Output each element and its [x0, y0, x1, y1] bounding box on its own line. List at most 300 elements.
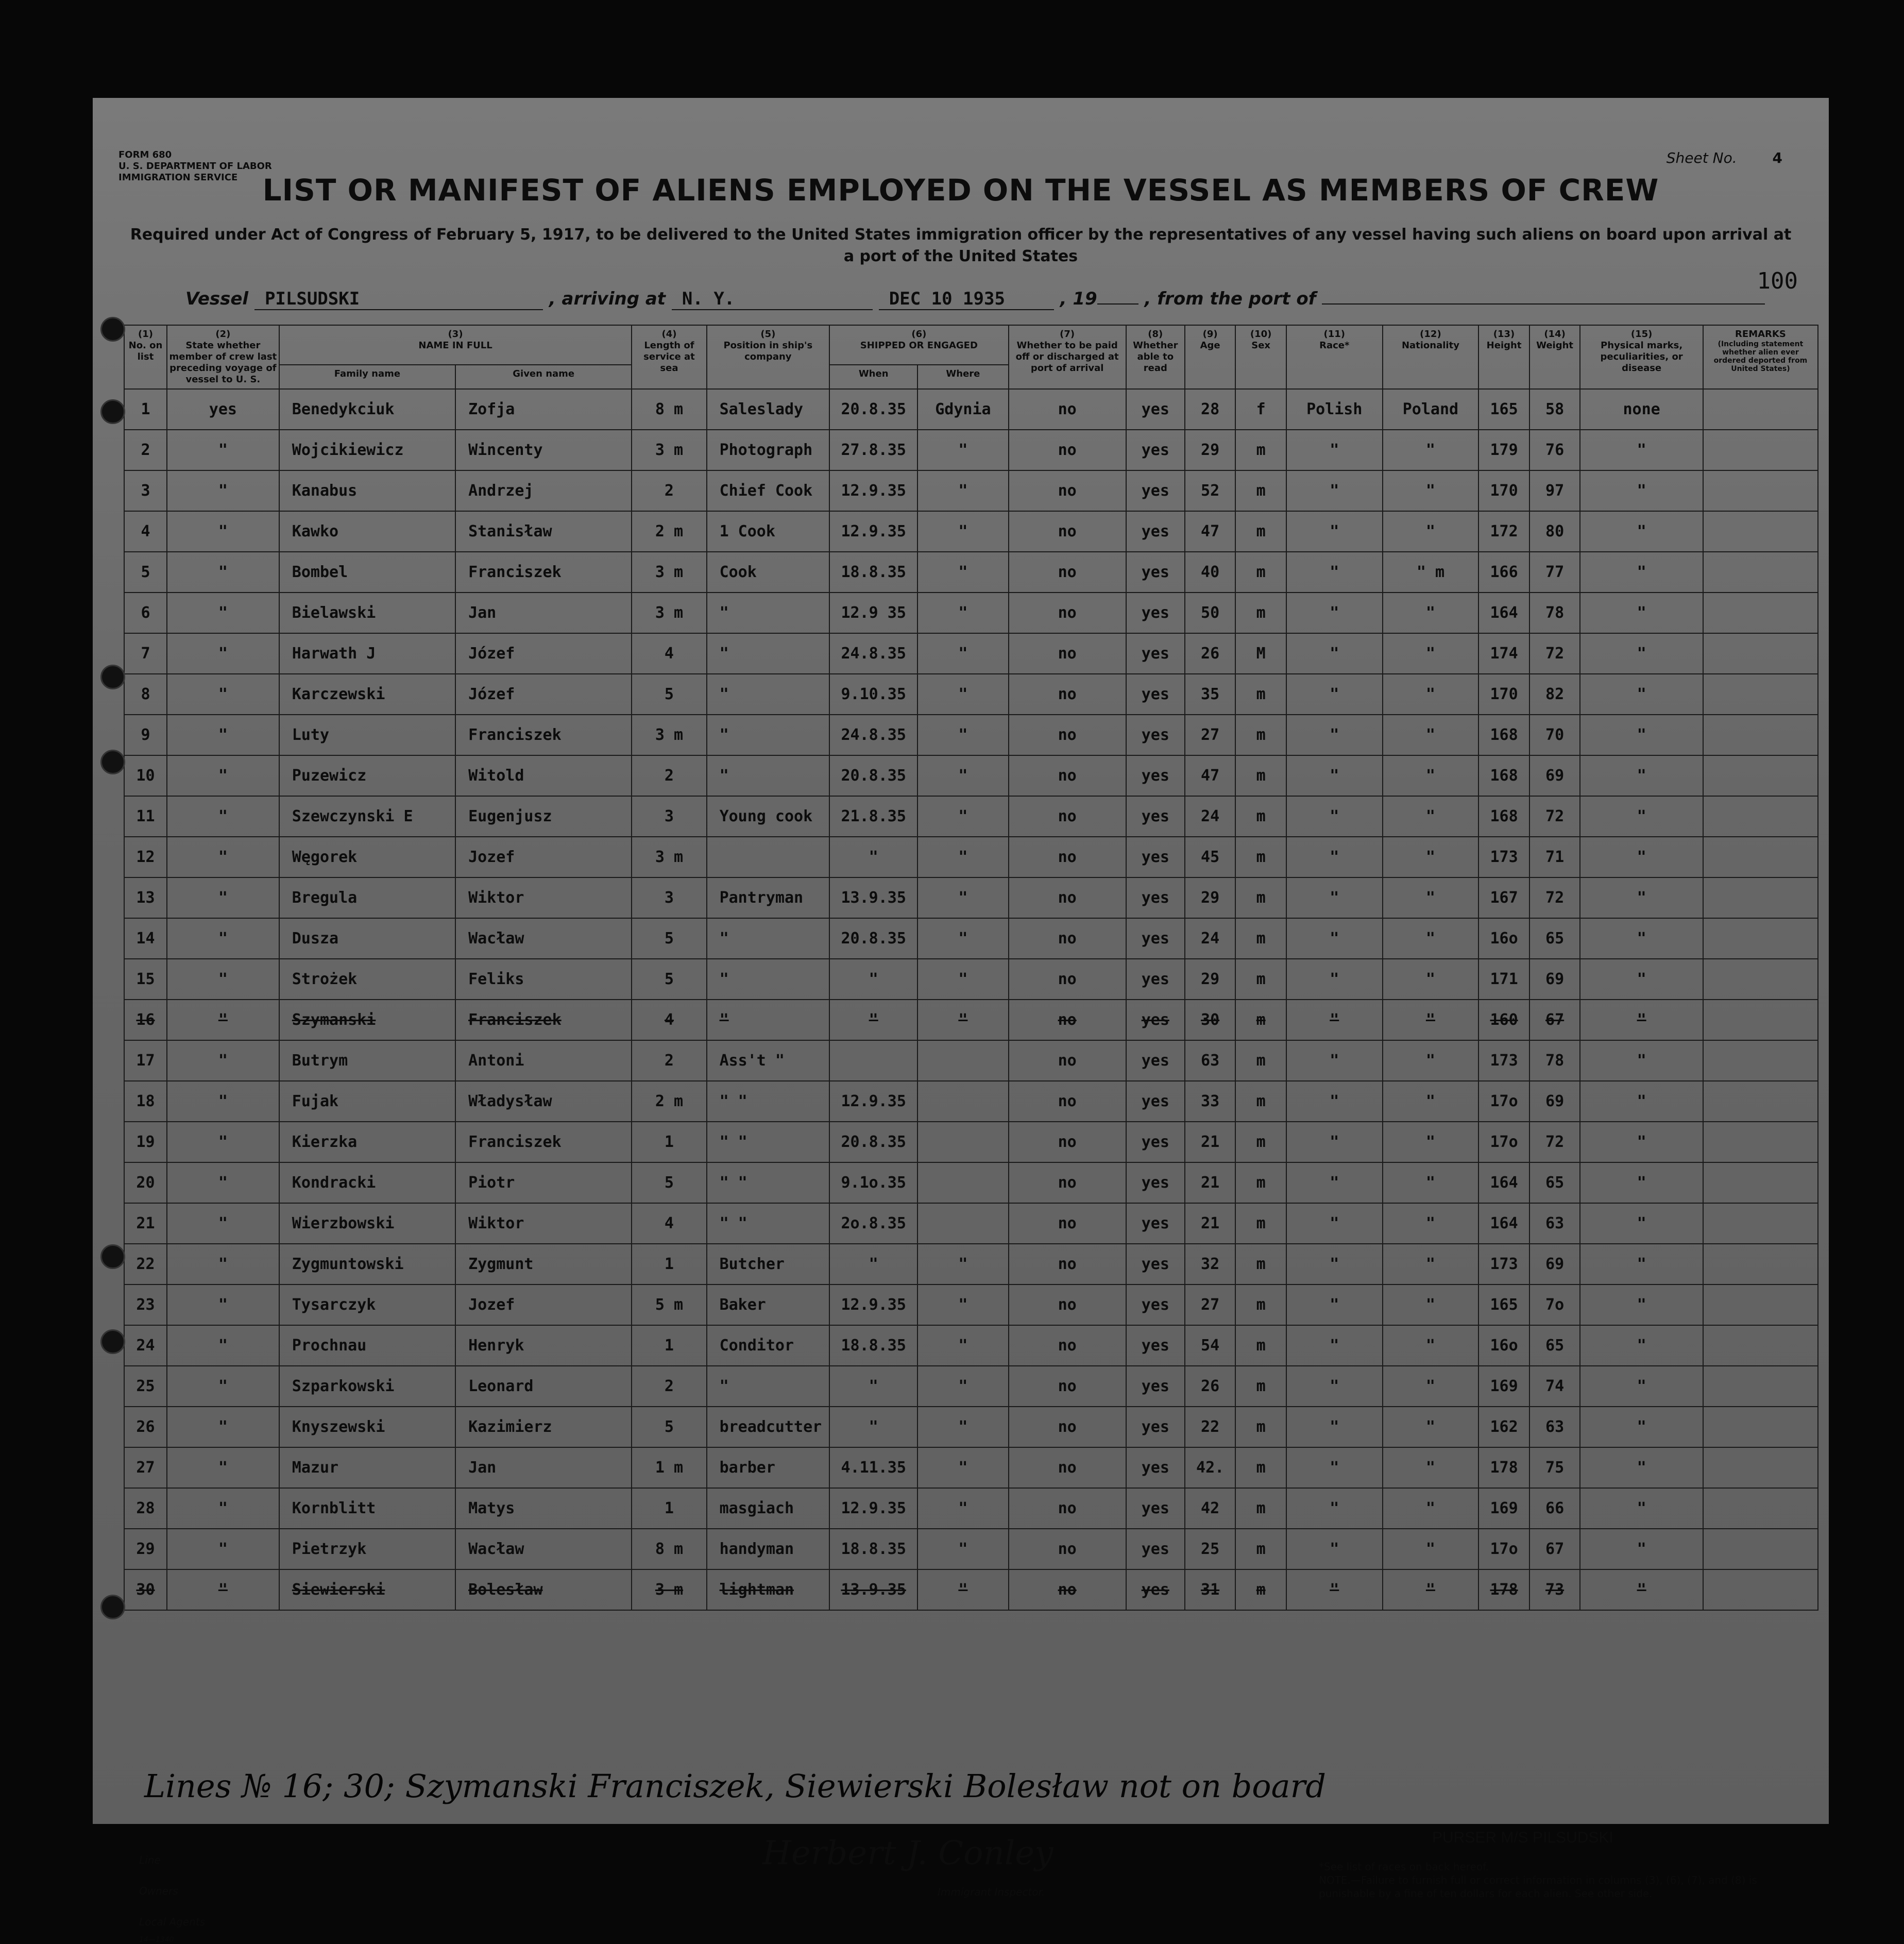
col-header-age: (9) Age — [1185, 325, 1236, 389]
physical-marks: " — [1580, 593, 1703, 633]
given-name: Wincenty — [455, 430, 632, 470]
weight: 67 — [1529, 1000, 1580, 1040]
col-header-race: (11) Race* — [1286, 325, 1383, 389]
shipped-when: 9.10.35 — [829, 674, 917, 715]
weight: 69 — [1529, 755, 1580, 796]
punch-hole — [100, 1595, 125, 1619]
service-length: 2 m — [632, 511, 706, 552]
row-number: 19 — [124, 1122, 167, 1162]
physical-marks: " — [1580, 1081, 1703, 1122]
table-row — [124, 1203, 1818, 1244]
weight: 69 — [1529, 959, 1580, 1000]
row-number: 25 — [124, 1366, 167, 1407]
inspector-signature: Herbert J. Conley — [762, 1834, 1053, 1872]
shipped-when: " — [829, 1000, 917, 1040]
prev-voyage: " — [167, 1488, 279, 1529]
position: " — [707, 1366, 830, 1407]
race: " — [1286, 1122, 1383, 1162]
paid-off: no — [1009, 1366, 1126, 1407]
height: 162 — [1478, 1407, 1529, 1447]
race: " — [1286, 1000, 1383, 1040]
family-name: Bregula — [279, 877, 455, 918]
physical-marks: " — [1580, 511, 1703, 552]
shipped-where: " — [917, 837, 1008, 877]
nationality: Poland — [1383, 389, 1479, 430]
row-number: 18 — [124, 1081, 167, 1122]
shipped-when: 2o.8.35 — [829, 1203, 917, 1244]
shipped-where: " — [917, 1366, 1008, 1407]
physical-marks: " — [1580, 755, 1703, 796]
given-name: Józef — [455, 674, 632, 715]
prev-voyage: " — [167, 430, 279, 470]
row-number: 30 — [124, 1569, 167, 1610]
given-name: Wacław — [455, 1529, 632, 1569]
shipped-where — [917, 1040, 1008, 1081]
nationality: " — [1383, 1040, 1479, 1081]
race: " — [1286, 877, 1383, 918]
height: 160 — [1478, 1000, 1529, 1040]
given-name: Franciszek — [455, 715, 632, 755]
position: masgiach — [707, 1488, 830, 1529]
family-name: Kornblitt — [279, 1488, 455, 1529]
page-number: 100 — [1757, 268, 1798, 294]
nationality: " — [1383, 1366, 1479, 1407]
table-row — [124, 1081, 1818, 1122]
shipped-when: 12.9.35 — [829, 470, 917, 511]
shipped-where: " — [917, 1569, 1008, 1610]
service-length: 8 m — [632, 389, 706, 430]
sex: m — [1235, 470, 1286, 511]
weight: 82 — [1529, 674, 1580, 715]
remarks — [1703, 511, 1818, 552]
sex: m — [1235, 715, 1286, 755]
punch-hole — [100, 1244, 125, 1269]
height: 174 — [1478, 633, 1529, 674]
position: " " — [707, 1122, 830, 1162]
physical-marks: " — [1580, 1407, 1703, 1447]
paid-off: no — [1009, 1569, 1126, 1610]
paid-off: no — [1009, 1529, 1126, 1569]
row-number: 12 — [124, 837, 167, 877]
year-blank — [1097, 303, 1138, 305]
paid-off: no — [1009, 1122, 1126, 1162]
arriving-at: N. Y. — [672, 289, 873, 310]
row-number: 29 — [124, 1529, 167, 1569]
col-header-weight: (14) Weight — [1529, 325, 1580, 389]
table-row — [124, 1162, 1818, 1203]
prev-voyage: " — [167, 1122, 279, 1162]
physical-marks: " — [1580, 1122, 1703, 1162]
service-length: 5 — [632, 959, 706, 1000]
able-to-read: yes — [1126, 1000, 1185, 1040]
weight: 66 — [1529, 1488, 1580, 1529]
able-to-read: yes — [1126, 593, 1185, 633]
race: " — [1286, 1325, 1383, 1366]
shipped-when: 20.8.35 — [829, 1122, 917, 1162]
race: " — [1286, 837, 1383, 877]
row-number: 23 — [124, 1284, 167, 1325]
shipped-where — [917, 1081, 1008, 1122]
col-header-prev-voyage: (2) State whether member of crew last preceding voyage of vessel to U. S. — [167, 325, 279, 389]
prev-voyage: " — [167, 837, 279, 877]
able-to-read: yes — [1126, 389, 1185, 430]
shipped-when: 20.8.35 — [829, 755, 917, 796]
table-row — [124, 1122, 1818, 1162]
sex: m — [1235, 1000, 1286, 1040]
shipped-where: " — [917, 1000, 1008, 1040]
shipped-when: " — [829, 959, 917, 1000]
prev-voyage: yes — [167, 389, 279, 430]
footnotes — [1319, 1860, 1808, 1900]
paid-off: no — [1009, 593, 1126, 633]
col-header-when: When — [829, 365, 917, 390]
shipped-where: " — [917, 1447, 1008, 1488]
sex: m — [1235, 1488, 1286, 1529]
race: " — [1286, 1529, 1383, 1569]
service-length: 1 m — [632, 1447, 706, 1488]
prev-voyage: " — [167, 1162, 279, 1203]
age: 21 — [1185, 1203, 1236, 1244]
race: " — [1286, 1284, 1383, 1325]
paid-off: no — [1009, 511, 1126, 552]
height: 164 — [1478, 593, 1529, 633]
table-body — [124, 389, 1818, 1610]
physical-marks: " — [1580, 674, 1703, 715]
row-number: 27 — [124, 1447, 167, 1488]
position: Cook — [707, 552, 830, 593]
position: " — [707, 674, 830, 715]
age: 40 — [1185, 552, 1236, 593]
from-port-blank — [1322, 303, 1765, 305]
family-name: Szewczynski E — [279, 796, 455, 837]
physical-marks: " — [1580, 715, 1703, 755]
shipped-when: " — [829, 1407, 917, 1447]
table-row — [124, 1000, 1818, 1040]
table-row — [124, 511, 1818, 552]
position: Young cook — [707, 796, 830, 837]
table-row — [124, 1040, 1818, 1081]
position: lightman — [707, 1569, 830, 1610]
prev-voyage: " — [167, 552, 279, 593]
service-length: 3 — [632, 796, 706, 837]
punch-hole — [100, 1329, 125, 1354]
row-number: 24 — [124, 1325, 167, 1366]
service-length: 2 — [632, 755, 706, 796]
col-header-remarks: REMARKS (Including statement whether alien ever ordered deported from United States) — [1703, 325, 1818, 389]
sheet-number — [1667, 149, 1782, 166]
col-header-nationality: (12) Nationality — [1383, 325, 1479, 389]
row-number: 8 — [124, 674, 167, 715]
given-name: Andrzej — [455, 470, 632, 511]
age: 26 — [1185, 1366, 1236, 1407]
row-number: 22 — [124, 1244, 167, 1284]
header-row — [124, 325, 1818, 365]
paid-off: no — [1009, 430, 1126, 470]
given-name: Kazimierz — [455, 1407, 632, 1447]
nationality: " — [1383, 1529, 1479, 1569]
department-name: U. S. DEPARTMENT OF LABOR — [118, 161, 272, 172]
shipped-where: " — [917, 511, 1008, 552]
table-row — [124, 389, 1818, 430]
family-name: Benedykciuk — [279, 389, 455, 430]
prev-voyage: " — [167, 877, 279, 918]
remarks — [1703, 1488, 1818, 1529]
physical-marks: " — [1580, 1447, 1703, 1488]
table-row — [124, 1488, 1818, 1529]
nationality: " — [1383, 511, 1479, 552]
height: 178 — [1478, 1447, 1529, 1488]
height: 168 — [1478, 796, 1529, 837]
paid-off: no — [1009, 633, 1126, 674]
prev-voyage: " — [167, 1325, 279, 1366]
remarks — [1703, 837, 1818, 877]
paid-off: no — [1009, 1407, 1126, 1447]
sex: m — [1235, 593, 1286, 633]
position: Saleslady — [707, 389, 830, 430]
shipped-when: 20.8.35 — [829, 389, 917, 430]
given-name: Zofja — [455, 389, 632, 430]
nationality: " — [1383, 877, 1479, 918]
family-name: Bombel — [279, 552, 455, 593]
service-length: 3 m — [632, 552, 706, 593]
row-number: 3 — [124, 470, 167, 511]
nationality: " — [1383, 1407, 1479, 1447]
able-to-read: yes — [1126, 1122, 1185, 1162]
handwritten-note: Lines № 16; 30; Szymanski Franciszek, Siewierski Bolesław not on board — [144, 1767, 1326, 1805]
footer-left — [139, 1845, 205, 1942]
physical-marks: " — [1580, 1366, 1703, 1407]
sex: f — [1235, 389, 1286, 430]
remarks — [1703, 1244, 1818, 1284]
paid-off: no — [1009, 837, 1126, 877]
prev-voyage: " — [167, 1284, 279, 1325]
prev-voyage: " — [167, 1040, 279, 1081]
family-name: Szymanski — [279, 1000, 455, 1040]
shipped-where: " — [917, 715, 1008, 755]
page-title: LIST OR MANIFEST OF ALIENS EMPLOYED ON THE VESSEL AS MEMBERS OF CREW — [262, 173, 1659, 208]
position: 1 Cook — [707, 511, 830, 552]
prev-voyage: " — [167, 1407, 279, 1447]
age: 28 — [1185, 389, 1236, 430]
family-name: Szparkowski — [279, 1366, 455, 1407]
position — [707, 837, 830, 877]
physical-marks: " — [1580, 430, 1703, 470]
prev-voyage: " — [167, 511, 279, 552]
shipped-where: " — [917, 1488, 1008, 1529]
table-row — [124, 959, 1818, 1000]
able-to-read: yes — [1126, 430, 1185, 470]
remarks — [1703, 1122, 1818, 1162]
service-length: 4 — [632, 1000, 706, 1040]
age: 32 — [1185, 1244, 1236, 1284]
remarks — [1703, 959, 1818, 1000]
physical-marks: " — [1580, 1244, 1703, 1284]
remarks — [1703, 1325, 1818, 1366]
table-row — [124, 796, 1818, 837]
race: " — [1286, 1244, 1383, 1284]
able-to-read: yes — [1126, 715, 1185, 755]
position: " — [707, 755, 830, 796]
height: 173 — [1478, 837, 1529, 877]
able-to-read: yes — [1126, 959, 1185, 1000]
shipped-where — [917, 1203, 1008, 1244]
race: " — [1286, 1366, 1383, 1407]
age: 63 — [1185, 1040, 1236, 1081]
sex: m — [1235, 1366, 1286, 1407]
shipped-where: " — [917, 755, 1008, 796]
age: 26 — [1185, 633, 1236, 674]
remarks — [1703, 1529, 1818, 1569]
given-name: Wacław — [455, 918, 632, 959]
shipped-when: 12.9.35 — [829, 1081, 917, 1122]
paid-off: no — [1009, 1000, 1126, 1040]
row-number: 1 — [124, 389, 167, 430]
able-to-read: yes — [1126, 552, 1185, 593]
able-to-read: yes — [1126, 470, 1185, 511]
weight: 78 — [1529, 593, 1580, 633]
age: 29 — [1185, 959, 1236, 1000]
row-number: 21 — [124, 1203, 167, 1244]
physical-marks: " — [1580, 633, 1703, 674]
race: " — [1286, 1447, 1383, 1488]
paid-off: no — [1009, 470, 1126, 511]
remarks — [1703, 593, 1818, 633]
row-number: 11 — [124, 796, 167, 837]
nationality: " — [1383, 1122, 1479, 1162]
weight: 63 — [1529, 1203, 1580, 1244]
sex: m — [1235, 837, 1286, 877]
height: 167 — [1478, 877, 1529, 918]
service-length: 4 — [632, 1203, 706, 1244]
age: 31 — [1185, 1569, 1236, 1610]
nationality: " — [1383, 430, 1479, 470]
remarks — [1703, 430, 1818, 470]
race: " — [1286, 918, 1383, 959]
weight: 71 — [1529, 837, 1580, 877]
shipped-where: " — [917, 918, 1008, 959]
prev-voyage: " — [167, 593, 279, 633]
sex: m — [1235, 1081, 1286, 1122]
owners-label: Owners — [139, 1885, 178, 1897]
height: 178 — [1478, 1569, 1529, 1610]
punch-hole — [100, 665, 125, 689]
position: Photograph — [707, 430, 830, 470]
col-header-paid-off: (7) Whether to be paid off or discharged at port of arrival — [1009, 325, 1126, 389]
height: 164 — [1478, 1162, 1529, 1203]
paid-off: no — [1009, 755, 1126, 796]
shipped-when: 21.8.35 — [829, 796, 917, 837]
family-name: Fujak — [279, 1081, 455, 1122]
service-length: 3 m — [632, 593, 706, 633]
note-races: *See list of races on back hereof. — [1319, 1861, 1489, 1873]
shipped-where — [917, 1122, 1008, 1162]
position: Conditor — [707, 1325, 830, 1366]
weight: 65 — [1529, 1162, 1580, 1203]
able-to-read: yes — [1126, 511, 1185, 552]
from-port-label: , from the port of — [1144, 289, 1316, 309]
race: " — [1286, 959, 1383, 1000]
weight: 67 — [1529, 1529, 1580, 1569]
service-length: 1 — [632, 1488, 706, 1529]
nationality: " — [1383, 1569, 1479, 1610]
weight: 65 — [1529, 918, 1580, 959]
given-name: Henryk — [455, 1325, 632, 1366]
crew-manifest-table — [124, 325, 1818, 1611]
remarks — [1703, 1000, 1818, 1040]
given-name: Wiktor — [455, 877, 632, 918]
position: " — [707, 633, 830, 674]
family-name: Zygmuntowski — [279, 1244, 455, 1284]
nationality: " — [1383, 715, 1479, 755]
position: " — [707, 715, 830, 755]
able-to-read: yes — [1126, 1447, 1185, 1488]
physical-marks: " — [1580, 796, 1703, 837]
paid-off: no — [1009, 1244, 1126, 1284]
height: 166 — [1478, 552, 1529, 593]
shipped-when: 24.8.35 — [829, 633, 917, 674]
race: Polish — [1286, 389, 1383, 430]
shipped-where: " — [917, 1284, 1008, 1325]
given-name: Feliks — [455, 959, 632, 1000]
weight: 75 — [1529, 1447, 1580, 1488]
prev-voyage: " — [167, 959, 279, 1000]
age: 21 — [1185, 1162, 1236, 1203]
given-name: Matys — [455, 1488, 632, 1529]
service-length: 3 m — [632, 1569, 706, 1610]
given-name: Stanisław — [455, 511, 632, 552]
remarks — [1703, 1407, 1818, 1447]
sex: m — [1235, 1244, 1286, 1284]
row-number: 10 — [124, 755, 167, 796]
sex: m — [1235, 430, 1286, 470]
remarks — [1703, 552, 1818, 593]
weight: 63 — [1529, 1407, 1580, 1447]
remarks — [1703, 1447, 1818, 1488]
table-row — [124, 837, 1818, 877]
height: 16o — [1478, 918, 1529, 959]
position: " — [707, 918, 830, 959]
given-name: Władysław — [455, 1081, 632, 1122]
able-to-read: yes — [1126, 877, 1185, 918]
age: 42 — [1185, 1488, 1236, 1529]
height: 169 — [1478, 1488, 1529, 1529]
table-row — [124, 715, 1818, 755]
shipped-where: " — [917, 1325, 1008, 1366]
height: 179 — [1478, 430, 1529, 470]
row-number: 9 — [124, 715, 167, 755]
shipped-where: " — [917, 552, 1008, 593]
shipped-when: 12.9.35 — [829, 1488, 917, 1529]
height: 172 — [1478, 511, 1529, 552]
shipped-when: 18.8.35 — [829, 552, 917, 593]
able-to-read: yes — [1126, 755, 1185, 796]
physical-marks: " — [1580, 1569, 1703, 1610]
row-number: 26 — [124, 1407, 167, 1447]
family-name: Siewierski — [279, 1569, 455, 1610]
sex: m — [1235, 1284, 1286, 1325]
remarks — [1703, 796, 1818, 837]
row-number: 5 — [124, 552, 167, 593]
col-header-height: (13) Height — [1478, 325, 1529, 389]
vessel-label: Vessel — [185, 289, 249, 309]
able-to-read: yes — [1126, 674, 1185, 715]
nationality: " — [1383, 796, 1479, 837]
vessel-name: PILSUDSKI — [254, 289, 543, 310]
remarks — [1703, 1366, 1818, 1407]
race: " — [1286, 1569, 1383, 1610]
col-header-shipped: (6) SHIPPED OR ENGAGED — [829, 325, 1008, 365]
punch-hole — [100, 317, 125, 342]
